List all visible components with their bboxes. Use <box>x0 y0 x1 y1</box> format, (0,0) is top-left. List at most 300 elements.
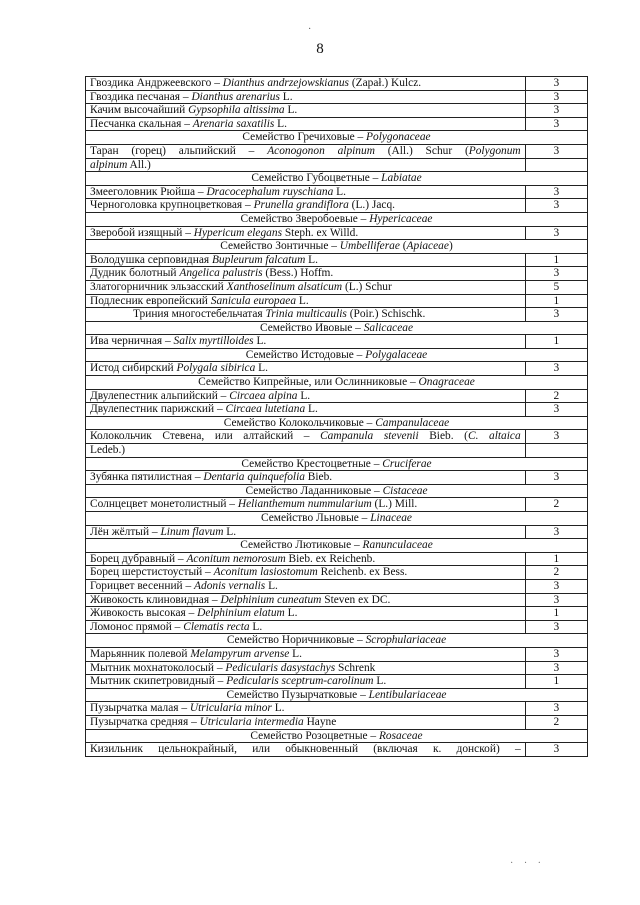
category-value: 3 <box>553 743 560 756</box>
scan-mark-top: · <box>308 24 312 35</box>
family-row <box>86 321 588 335</box>
species-name-lat: Bupleurum falcatum <box>211 253 306 266</box>
category-cell <box>525 715 587 729</box>
species-name-cell <box>86 552 526 566</box>
family-name-ru: Семейство Пузырчатковые – <box>226 688 369 701</box>
category-cell <box>525 525 587 539</box>
category-cell <box>525 158 587 172</box>
species-author: Bieb. ex Reichenb. <box>285 552 376 565</box>
family-name-ru: Семейство Губоцветные – <box>251 172 382 185</box>
species-name-ru: Гвоздика Андржеевского – <box>90 77 223 89</box>
category-value: 3 <box>553 226 560 239</box>
family-name-sep: ( <box>399 240 407 253</box>
species-row-continuation <box>86 158 588 172</box>
category-cell <box>525 661 587 675</box>
category-cell <box>525 104 587 118</box>
category-value: 3 <box>553 702 560 715</box>
species-name-lat: Circaea lutetiana <box>225 403 306 416</box>
species-author: Schrenk <box>335 661 376 674</box>
species-name-cell <box>86 702 526 716</box>
family-name-lat: Ranunculaceae <box>362 539 433 552</box>
species-name-cell <box>86 253 526 267</box>
category-value: 1 <box>553 607 560 620</box>
category-cell <box>525 471 587 485</box>
family-name-lat: Linaceae <box>370 512 412 524</box>
species-name-cell <box>86 525 526 539</box>
species-name-lat: Prunella grandiflora <box>253 199 349 212</box>
species-name-cell <box>86 471 526 485</box>
family-cell <box>86 539 588 553</box>
species-row <box>86 308 588 322</box>
family-cell <box>86 512 588 526</box>
family-name-lat: Salicaceae <box>363 321 414 334</box>
species-name-cell <box>86 661 526 675</box>
category-value: 3 <box>553 77 560 89</box>
family-name-lat: Onagraceae <box>418 376 475 389</box>
category-value: 3 <box>553 620 560 633</box>
family-row <box>86 484 588 498</box>
species-author: L. <box>223 525 237 538</box>
category-cell <box>525 607 587 621</box>
category-value: 3 <box>553 362 560 375</box>
species-name-lat: Utricularia minor <box>189 702 272 715</box>
species-row <box>86 498 588 512</box>
family-name-lat: Campanulaceae <box>375 416 450 429</box>
species-name-ru: Ива черничная – <box>90 335 174 348</box>
species-author: L. <box>284 607 298 620</box>
family-name-lat: Cruciferae <box>382 457 432 470</box>
species-name-cell <box>86 715 526 729</box>
species-row <box>86 566 588 580</box>
category-value: 3 <box>553 308 560 321</box>
category-cell <box>525 253 587 267</box>
species-name-ru: Борец шерстистоустый – <box>90 566 214 579</box>
species-author: L. <box>333 185 346 198</box>
species-name-cell <box>86 185 526 199</box>
family-cell <box>86 172 588 186</box>
species-name-cell <box>86 280 526 294</box>
species-row <box>86 77 588 91</box>
species-author: (L.) Mill. <box>371 498 418 511</box>
category-value: 3 <box>553 117 560 130</box>
species-name-ru: Зверобой изящный – <box>90 226 194 239</box>
category-value: 1 <box>553 253 560 266</box>
species-row <box>86 362 588 376</box>
category-value: 2 <box>553 389 560 402</box>
species-name-lat: Angelica palustris <box>179 267 263 280</box>
species-name-ru: Пузырчатка малая – <box>90 702 190 715</box>
family-cell <box>86 376 588 390</box>
category-value: 3 <box>553 661 560 674</box>
family-name-lat: Labiatae <box>381 172 422 185</box>
category-value: 3 <box>553 144 560 157</box>
species-author: (Zapał.) Kulcz. <box>349 77 422 89</box>
family-cell <box>86 131 588 145</box>
species-row <box>86 552 588 566</box>
species-name-lat: Xanthoselinum alsaticum <box>226 280 343 293</box>
species-name-ru: Истод сибирский <box>90 362 177 375</box>
species-name-ru: Борец дубравный – <box>90 552 187 565</box>
species-name-ru: Змееголовник Рюйша – <box>90 185 207 198</box>
species-name-cell <box>86 498 526 512</box>
species-name-ru: Горицвет весенний – <box>90 579 195 592</box>
species-row <box>86 389 588 403</box>
family-row <box>86 688 588 702</box>
species-row <box>86 335 588 349</box>
category-cell <box>525 362 587 376</box>
category-value: 3 <box>553 267 560 280</box>
species-row <box>86 607 588 621</box>
family-name-ru: Семейство Истодовые – <box>245 348 366 361</box>
family-name-ru: Семейство Гречиховые – <box>242 131 367 144</box>
species-name-lat: Dianthus andrzejowskianus <box>222 77 349 89</box>
species-name-ru: Качим высочайший <box>90 104 189 117</box>
species-name-cell <box>86 158 526 172</box>
species-author: Ledeb.) <box>90 444 126 457</box>
species-author: L. <box>297 389 311 402</box>
category-cell <box>525 566 587 580</box>
category-value: 3 <box>553 647 560 660</box>
category-cell <box>525 430 587 444</box>
family-cell <box>86 416 588 430</box>
species-name-ru: Триния многостебельчатая <box>133 308 266 321</box>
species-name-cell <box>86 607 526 621</box>
species-name-ru: Златогорничник эльзасский <box>90 280 227 293</box>
species-row <box>86 294 588 308</box>
species-name-cell <box>86 77 526 91</box>
species-row <box>86 661 588 675</box>
species-author: L. <box>289 647 302 660</box>
species-row <box>86 226 588 240</box>
family-name-ru: Семейство Зверобоевые – <box>240 212 370 225</box>
species-name-lat: Linum flavum <box>160 525 224 538</box>
species-name-ru: Двулепестник альпийский – <box>90 389 230 402</box>
category-value: 3 <box>553 199 560 212</box>
family-name-lat: Polygonaceae <box>366 131 431 144</box>
category-value: 3 <box>553 471 560 484</box>
species-name-lat: Delphinium cuneatum <box>220 593 322 606</box>
family-cell <box>86 484 588 498</box>
species-name-cell <box>86 403 526 417</box>
family-name-ru: Семейство Кипрейные, или Ослинниковые – <box>198 376 419 389</box>
species-author: All.) <box>127 158 151 171</box>
species-row <box>86 525 588 539</box>
species-name-ru: Солнцецвет монетолистный – <box>90 498 238 511</box>
species-author: Steph. ex Willd. <box>282 226 359 239</box>
species-name-cell <box>86 199 526 213</box>
family-row <box>86 634 588 648</box>
category-cell <box>525 579 587 593</box>
family-row <box>86 539 588 553</box>
species-name-lat: Pedicularis sceptrum-carolinum <box>226 675 374 688</box>
category-cell <box>525 199 587 213</box>
category-value: 3 <box>553 185 560 198</box>
species-row <box>86 185 588 199</box>
species-author: L. <box>274 117 287 130</box>
species-name-lat: Helianthemum nummularium <box>237 498 372 511</box>
species-row <box>86 471 588 485</box>
species-row <box>86 675 588 689</box>
category-value: 1 <box>553 552 560 565</box>
species-name-ru: Гвоздика песчаная – <box>90 90 192 103</box>
species-name-cell <box>86 743 526 757</box>
species-name-lat: Sanicula europaea <box>210 294 297 307</box>
species-name-lat: Gypsophila altissima <box>188 104 285 117</box>
species-row <box>86 743 588 757</box>
species-author: (L.) Schur <box>342 280 392 293</box>
species-name-lat: Trinia multicaulis <box>265 308 347 321</box>
family-cell <box>86 321 588 335</box>
species-name-ru: Лён жёлтый – <box>90 525 161 538</box>
category-value: 3 <box>553 403 560 416</box>
category-value: 3 <box>553 430 560 443</box>
species-row <box>86 702 588 716</box>
species-row <box>86 647 588 661</box>
species-row <box>86 144 588 158</box>
category-value: 3 <box>553 104 560 117</box>
species-name-ru: Пузырчатка средняя – <box>90 715 200 728</box>
species-name-cell <box>86 647 526 661</box>
species-name-cell <box>86 362 526 376</box>
category-cell <box>525 280 587 294</box>
species-name-lat: Circaea alpina <box>229 389 298 402</box>
species-name-ru: Песчанка скальная – <box>90 117 193 130</box>
category-cell <box>525 226 587 240</box>
family-row <box>86 212 588 226</box>
category-cell <box>525 403 587 417</box>
species-author: L. <box>305 253 318 266</box>
species-row <box>86 253 588 267</box>
category-cell <box>525 308 587 322</box>
species-author: Bieb. ( <box>418 430 468 443</box>
family-cell <box>86 688 588 702</box>
species-name-cell <box>86 144 526 158</box>
species-name-cell <box>86 308 526 322</box>
category-cell <box>525 90 587 104</box>
species-row <box>86 267 588 281</box>
species-name-lat: Melampyrum arvense <box>190 647 290 660</box>
category-cell <box>525 552 587 566</box>
species-author: L. <box>279 90 293 103</box>
family-name-close: ) <box>448 240 453 253</box>
family-row <box>86 131 588 145</box>
family-name-lat: Lentibulariaceae <box>368 688 447 701</box>
species-name-cell <box>86 226 526 240</box>
category-cell <box>525 185 587 199</box>
species-row <box>86 579 588 593</box>
family-name-ru: Семейство Норичниковые – <box>226 634 366 647</box>
family-name-ru: Семейство Колокольчиковые – <box>223 416 376 429</box>
category-value: 1 <box>553 675 560 688</box>
species-table <box>85 76 588 757</box>
species-name-ru: Подлесник европейский <box>90 294 211 307</box>
family-cell <box>86 240 588 254</box>
category-value: 2 <box>553 715 560 728</box>
species-author: Steven ex DC. <box>321 593 391 606</box>
species-name-cell <box>86 430 526 444</box>
scan-dots-bottom: · · · <box>510 858 545 869</box>
family-name-ru: Семейство Льновые – <box>261 512 371 524</box>
species-author: L. <box>373 675 387 688</box>
family-name-ru: Семейство Ивовые – <box>259 321 364 334</box>
family-row <box>86 416 588 430</box>
family-name-ru: Семейство Зонтичные – <box>220 240 340 253</box>
family-row <box>86 240 588 254</box>
family-cell <box>86 457 588 471</box>
category-cell <box>525 620 587 634</box>
species-author: (L.) Jacq. <box>348 199 396 212</box>
category-cell <box>525 593 587 607</box>
page-number: 8 <box>316 41 324 57</box>
species-name-ru: Живокость клиновидная – <box>90 593 221 606</box>
species-author: L. <box>305 403 318 416</box>
family-name-lat-alt: Apiaceae <box>406 240 449 253</box>
species-name-ru: Дудник болотный <box>90 267 180 280</box>
species-row <box>86 199 588 213</box>
family-name-ru: Семейство Ладанниковые – <box>245 484 383 497</box>
species-synonym-lat: C. altaica <box>467 430 521 443</box>
category-value: 3 <box>553 90 560 103</box>
species-name-cell <box>86 267 526 281</box>
category-cell <box>525 498 587 512</box>
species-name-ru: Черноголовка крупноцветковая – <box>90 199 254 212</box>
species-name-cell <box>86 579 526 593</box>
species-row <box>86 280 588 294</box>
category-value: 3 <box>553 579 560 592</box>
family-row <box>86 376 588 390</box>
category-cell <box>525 444 587 458</box>
family-name-lat: Scrophulariaceae <box>365 634 447 647</box>
species-author: L. <box>249 620 263 633</box>
category-cell <box>525 743 587 757</box>
species-name-lat: Aconitum lasiostomum <box>213 566 318 579</box>
family-row <box>86 729 588 743</box>
species-row-continuation <box>86 444 588 458</box>
species-name-cell <box>86 675 526 689</box>
species-author: (All.) Schur ( <box>374 144 469 157</box>
species-name-ru: Мытник скипетровидный – <box>90 675 227 688</box>
category-value: 1 <box>553 294 560 307</box>
family-row <box>86 457 588 471</box>
species-name-cell <box>86 117 526 131</box>
species-name-ru: Колокольчик Стевена, или алтайский – <box>90 430 321 443</box>
category-cell <box>525 335 587 349</box>
species-author: L. <box>271 702 285 715</box>
species-name-cell <box>86 444 526 458</box>
species-row <box>86 593 588 607</box>
species-name-lat: Utricularia intermedia <box>199 715 304 728</box>
species-name-cell <box>86 593 526 607</box>
family-name-lat: Umbelliferae <box>339 240 400 253</box>
family-cell <box>86 212 588 226</box>
family-name-lat: Polygalaceae <box>365 348 428 361</box>
family-row <box>86 172 588 186</box>
family-cell <box>86 634 588 648</box>
category-cell <box>525 647 587 661</box>
species-name-ru: Таран (горец) альпийский – <box>90 144 268 157</box>
species-synonym-lat: Polygonum <box>468 144 521 157</box>
family-name-lat: Hypericaceae <box>369 212 433 225</box>
species-author: L. <box>284 104 298 117</box>
species-row <box>86 430 588 444</box>
species-name-ru: Кизильник цельнокрайный, или обыкновенный (включая к. донской) – <box>90 743 521 756</box>
species-name-ru: Зубянка пятилистная – <box>90 471 204 484</box>
species-name-ru: Ломонос прямой – <box>90 620 184 633</box>
species-author: Hayne <box>303 715 337 728</box>
species-name-lat: Dentaria quinquefolia <box>203 471 305 484</box>
species-name-cell <box>86 566 526 580</box>
category-value: 1 <box>553 335 560 348</box>
species-row <box>86 403 588 417</box>
category-value: 5 <box>553 280 560 293</box>
species-name-lat: Dianthus arenarius <box>191 90 280 103</box>
species-name-lat: Pedicularis dasystachys <box>225 661 336 674</box>
species-name-lat: Polygala sibirica <box>176 362 256 375</box>
species-row <box>86 620 588 634</box>
species-author: Bieb. <box>304 471 333 484</box>
family-cell <box>86 729 588 743</box>
category-cell <box>525 77 587 91</box>
species-name-lat: Dracocephalum ruyschiana <box>206 185 334 198</box>
species-author: (Poir.) Schischk. <box>346 308 426 321</box>
family-cell <box>86 348 588 362</box>
species-name-cell <box>86 90 526 104</box>
species-name-lat: Salix myrtilloides <box>173 335 254 348</box>
species-name-ru: Марьянник полевой <box>90 647 191 660</box>
category-cell <box>525 702 587 716</box>
species-name-cell <box>86 335 526 349</box>
species-author: Reichenb. ex Bess. <box>317 566 408 579</box>
species-row <box>86 90 588 104</box>
species-name-lat: Hypericum elegans <box>193 226 282 239</box>
category-value: 3 <box>553 593 560 606</box>
species-name-ru: Володушка серповидная <box>90 253 212 266</box>
species-author: L. <box>296 294 309 307</box>
category-cell <box>525 117 587 131</box>
species-name-cell <box>86 294 526 308</box>
category-cell <box>525 675 587 689</box>
species-name-lat: Campanula stevenii <box>320 430 419 443</box>
species-author: (Bess.) Hoffm. <box>262 267 334 280</box>
category-value: 2 <box>553 498 560 511</box>
species-name-lat: Aconogonon alpinum <box>267 144 375 157</box>
family-name-ru: Семейство Крестоцветные – <box>241 457 383 470</box>
category-cell <box>525 294 587 308</box>
species-row <box>86 104 588 118</box>
species-name-lat: alpinum <box>90 158 128 171</box>
family-name-lat: Rosaceae <box>378 729 423 742</box>
species-author: L. <box>253 335 267 348</box>
family-name-ru: Семейство Лютиковые – <box>240 539 363 552</box>
species-name-cell <box>86 389 526 403</box>
family-row <box>86 512 588 526</box>
family-name-lat: Cistaceae <box>382 484 428 497</box>
species-row <box>86 715 588 729</box>
species-name-ru: Живокость высокая – <box>90 607 198 620</box>
species-name-lat: Delphinium elatum <box>197 607 285 620</box>
species-name-ru: Мытник мохнатоколосый – <box>90 661 226 674</box>
species-name-cell <box>86 104 526 118</box>
category-value: 2 <box>553 566 560 579</box>
species-name-ru: Двулепестник парижский – <box>90 403 226 416</box>
species-author: L. <box>255 362 268 375</box>
species-author: L. <box>265 579 278 592</box>
species-name-cell <box>86 620 526 634</box>
species-name-lat: Adonis vernalis <box>194 579 266 592</box>
species-table-body <box>86 77 588 757</box>
category-cell <box>525 267 587 281</box>
species-name-lat: Aconitum nemorosum <box>186 552 286 565</box>
